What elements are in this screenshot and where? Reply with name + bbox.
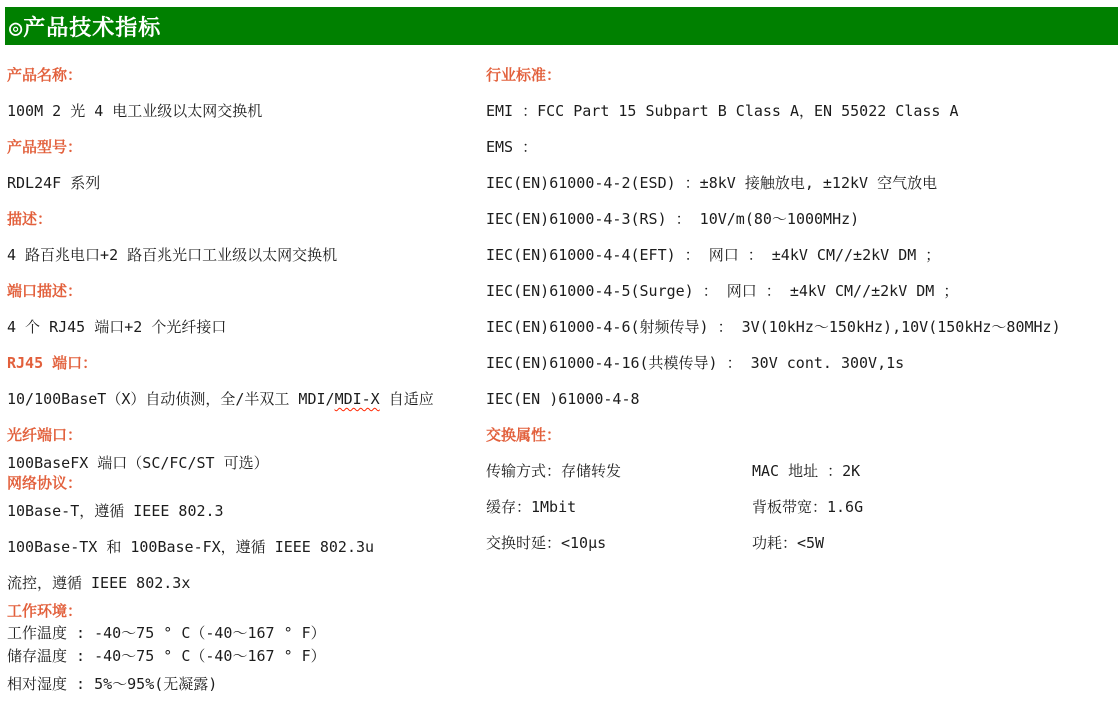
standard-ems: EMS ： xyxy=(486,138,538,156)
attr-transmission-mode: 传输方式：存储转发 xyxy=(486,462,622,480)
heading-switch-attributes: 交换属性： xyxy=(486,426,562,444)
heading-fiber-port: 光纤端口： xyxy=(7,426,83,444)
content xyxy=(0,45,1118,694)
heading-port-description: 端口描述： xyxy=(7,282,83,300)
heading-rj45-port: RJ45 端口： xyxy=(7,354,98,372)
description-value: 4 路百兆电口+2 路百兆光口工业级以太网交换机 xyxy=(7,246,338,264)
heading-product-name: 产品名称： xyxy=(7,66,83,84)
heading-network-protocol: 网络协议： xyxy=(7,474,83,492)
standard-iec-rf-conduction: IEC(EN)61000-4-6(射频传导) ： 3V(10kHz～150kHz),10V(150kHz～80MHz) xyxy=(486,318,1061,336)
switch-attributes-grid xyxy=(486,461,1110,553)
fiber-port-value: 100BaseFX 端口（SC/FC/ST 可选） xyxy=(7,454,269,472)
rj45-text-pre: 10/100BaseT（X）自动侦测，全/半双工 MDI/ xyxy=(7,390,335,408)
standard-iec-esd: IEC(EN)61000-4-2(ESD) ：±8kV 接触放电, ±12kV 空气放电 xyxy=(486,174,938,192)
standard-iec-surge: IEC(EN)61000-4-5(Surge) ： 网口 ： ±4kV CM//±2kV DM ； xyxy=(486,282,959,300)
attr-mac-address: MAC 地址 ：2K xyxy=(752,462,861,480)
rj45-port-value xyxy=(7,389,486,409)
storage-temperature: 储存温度 : -40～75 ° C（-40～167 ° F） xyxy=(7,647,326,665)
protocol-line-2: 100Base-TX 和 100Base-FX，遵循 IEEE 802.3u xyxy=(7,538,375,556)
rj45-text-spellcheck: MDI-X xyxy=(334,390,380,408)
port-description-value: 4 个 RJ45 端口+2 个光纤接口 xyxy=(7,318,227,336)
section-title-bar xyxy=(5,7,1118,45)
right-column xyxy=(486,65,1118,694)
page-title: ◎产品技术指标 xyxy=(9,15,162,41)
standard-iec-common-mode: IEC(EN)61000-4-16(共模传导) ： 30V cont. 300V,1s xyxy=(486,354,905,372)
protocol-line-3: 流控，遵循 IEEE 802.3x xyxy=(7,574,191,592)
heading-product-model: 产品型号： xyxy=(7,138,83,156)
heading-work-environment: 工作环境： xyxy=(7,602,83,620)
standard-emi: EMI ：FCC Part 15 Subpart B Class A，EN 55022 Class A xyxy=(486,102,959,120)
heading-industry-standards: 行业标准： xyxy=(486,66,562,84)
product-name-value: 100M 2 光 4 电工业级以太网交换机 xyxy=(7,102,263,120)
standard-iec-4-8: IEC(EN )61000-4-8 xyxy=(486,390,640,408)
attr-switch-latency: 交换时延：<10μs xyxy=(486,534,607,552)
operating-temperature: 工作温度 : -40～75 ° C（-40～167 ° F） xyxy=(7,624,326,642)
heading-description: 描述： xyxy=(7,210,53,228)
standard-iec-rs: IEC(EN)61000-4-3(RS) ： 10V/m(80～1000MHz) xyxy=(486,210,860,228)
attr-backplane-bandwidth: 背板带宽：1.6G xyxy=(752,498,864,516)
protocol-line-1: 10Base-T，遵循 IEEE 802.3 xyxy=(7,502,224,520)
attr-power-consumption: 功耗：<5W xyxy=(752,534,825,552)
standard-iec-eft: IEC(EN)61000-4-4(EFT) ： 网口 ： ±4kV CM//±2kV DM ； xyxy=(486,246,941,264)
attr-buffer: 缓存：1Mbit xyxy=(486,498,577,516)
product-model-value: RDL24F 系列 xyxy=(7,174,101,192)
left-column xyxy=(7,65,486,694)
rj45-text-post: 自适应 xyxy=(379,390,434,408)
relative-humidity: 相对湿度 : 5%～95%(无凝露) xyxy=(7,675,218,693)
